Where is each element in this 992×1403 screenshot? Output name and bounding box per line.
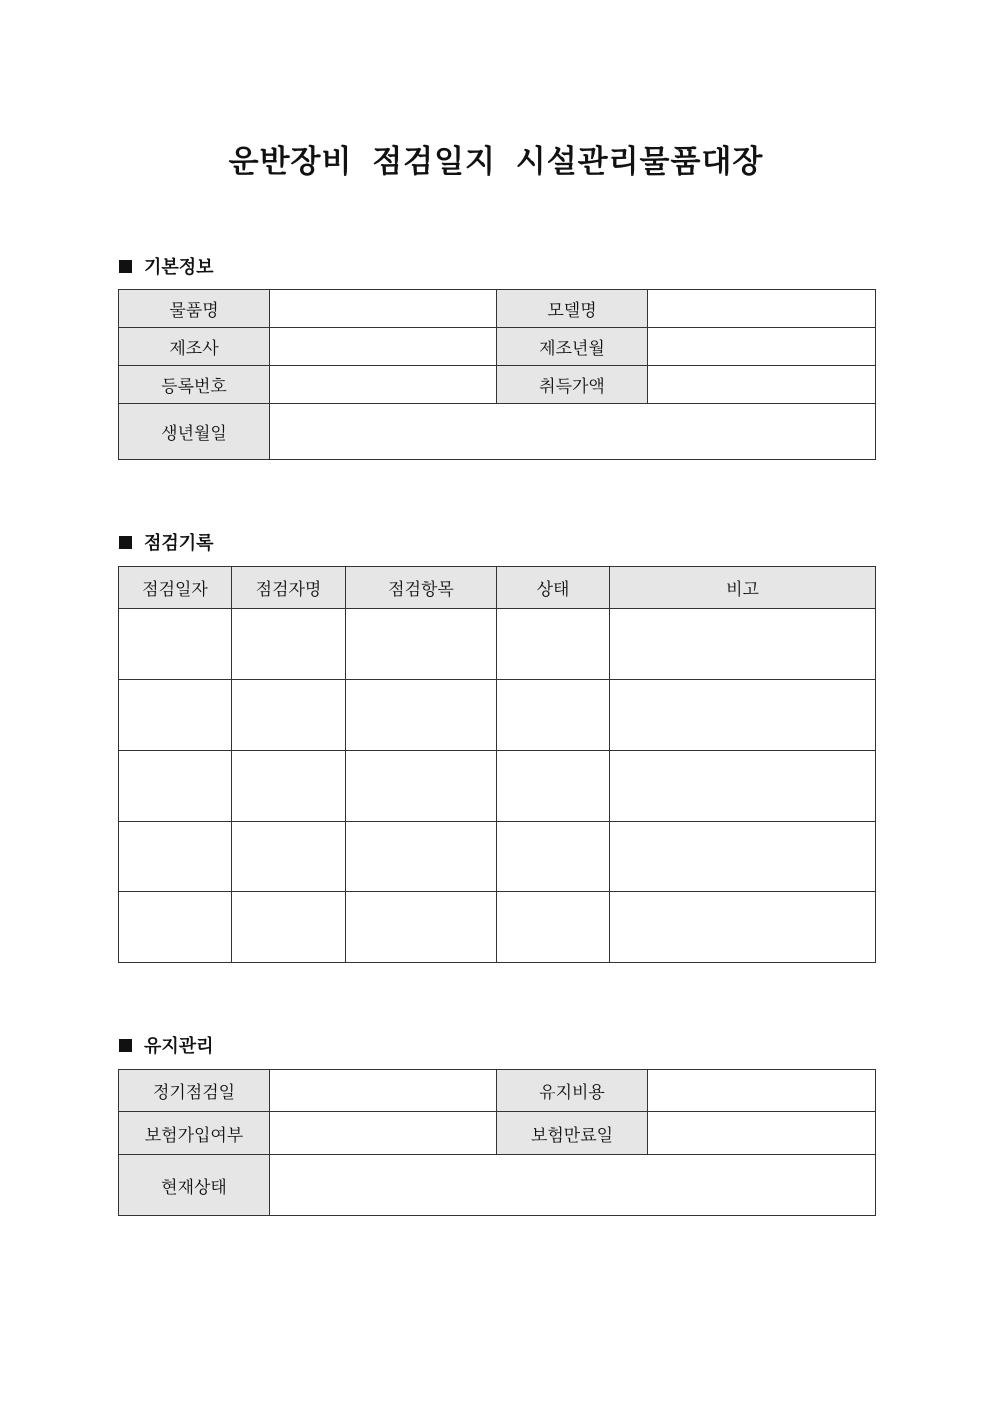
table-row <box>119 822 876 892</box>
regular-inspection-field[interactable] <box>270 1070 497 1112</box>
inspection-item-cell[interactable] <box>346 751 497 822</box>
maker-label: 제조사 <box>119 328 270 366</box>
remarks-cell[interactable] <box>610 892 876 963</box>
made-date-label: 제조년월 <box>497 328 648 366</box>
column-header: 점검항목 <box>346 567 497 609</box>
reg-no-label: 등록번호 <box>119 366 270 404</box>
inspector-name-cell[interactable] <box>232 680 346 751</box>
inspection-item-cell[interactable] <box>346 822 497 892</box>
model-label: 모델명 <box>497 290 648 328</box>
remarks-cell[interactable] <box>610 751 876 822</box>
table-row <box>119 290 876 328</box>
inspection-date-cell[interactable] <box>119 680 232 751</box>
section-inspection-label: 점검기록 <box>144 533 214 554</box>
made-date-field[interactable] <box>648 328 876 366</box>
price-label: 취득가액 <box>497 366 648 404</box>
birth-field[interactable] <box>270 404 876 460</box>
remarks-cell[interactable] <box>610 609 876 680</box>
column-header: 비고 <box>610 567 876 609</box>
table-row <box>119 680 876 751</box>
section-maintenance-heading <box>119 1032 214 1058</box>
inspector-name-cell[interactable] <box>232 892 346 963</box>
current-status-label: 현재상태 <box>119 1155 270 1216</box>
reg-no-field[interactable] <box>270 366 497 404</box>
document-title: 운반장비 점검일지 시설관리물품대장 <box>228 144 764 180</box>
insurance-end-label: 보험만료일 <box>497 1112 648 1155</box>
basic-info-table <box>118 289 876 460</box>
inspector-name-cell[interactable] <box>232 609 346 680</box>
table-row <box>119 366 876 404</box>
inspection-date-cell[interactable] <box>119 751 232 822</box>
inspector-name-cell[interactable] <box>232 751 346 822</box>
inspection-date-cell[interactable] <box>119 892 232 963</box>
inspector-name-cell[interactable] <box>232 822 346 892</box>
inspection-item-cell[interactable] <box>346 609 497 680</box>
square-bullet-icon <box>119 536 132 549</box>
remarks-cell[interactable] <box>610 680 876 751</box>
table-row <box>119 1070 876 1112</box>
table-row <box>119 609 876 680</box>
item-name-label: 물품명 <box>119 290 270 328</box>
square-bullet-icon <box>119 1039 132 1052</box>
maker-field[interactable] <box>270 328 497 366</box>
status-cell[interactable] <box>497 822 610 892</box>
inspection-date-cell[interactable] <box>119 822 232 892</box>
price-field[interactable] <box>648 366 876 404</box>
insurance-end-field[interactable] <box>648 1112 876 1155</box>
inspection-date-cell[interactable] <box>119 609 232 680</box>
maintenance-cost-field[interactable] <box>648 1070 876 1112</box>
table-row <box>119 404 876 460</box>
item-name-field[interactable] <box>270 290 497 328</box>
table-row <box>119 892 876 963</box>
table-header-row <box>119 567 876 609</box>
column-header: 상태 <box>497 567 610 609</box>
birth-label: 생년월일 <box>119 404 270 460</box>
section-basic-label: 기본정보 <box>144 257 214 278</box>
table-row <box>119 328 876 366</box>
column-header: 점검일자 <box>119 567 232 609</box>
insured-field[interactable] <box>270 1112 497 1155</box>
insured-label: 보험가입여부 <box>119 1112 270 1155</box>
table-row <box>119 1155 876 1216</box>
section-basic-heading <box>119 253 214 279</box>
status-cell[interactable] <box>497 751 610 822</box>
status-cell[interactable] <box>497 680 610 751</box>
inspection-item-cell[interactable] <box>346 680 497 751</box>
status-cell[interactable] <box>497 609 610 680</box>
maintenance-table <box>118 1069 876 1216</box>
regular-inspection-label: 정기점검일 <box>119 1070 270 1112</box>
inspection-item-cell[interactable] <box>346 892 497 963</box>
inspection-table <box>118 566 876 963</box>
section-inspection-heading <box>119 529 214 555</box>
section-maintenance-label: 유지관리 <box>144 1036 214 1057</box>
column-header: 점검자명 <box>232 567 346 609</box>
model-field[interactable] <box>648 290 876 328</box>
table-row <box>119 1112 876 1155</box>
status-cell[interactable] <box>497 892 610 963</box>
table-row <box>119 751 876 822</box>
remarks-cell[interactable] <box>610 822 876 892</box>
current-status-field[interactable] <box>270 1155 876 1216</box>
maintenance-cost-label: 유지비용 <box>497 1070 648 1112</box>
square-bullet-icon <box>119 260 132 273</box>
